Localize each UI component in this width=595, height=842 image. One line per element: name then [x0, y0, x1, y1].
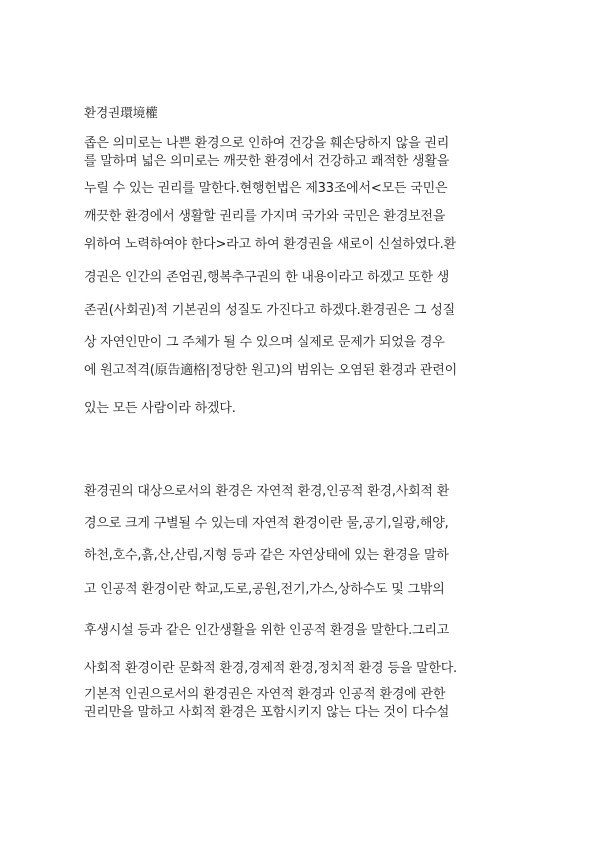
paragraph-2-line: 권리만을 말하고 사회적 환경은 포함시키지 않는 다는 것이 다수설: [84, 705, 450, 720]
paragraph-1-line: 누릴 수 있는 권리를 말한다.현행헌법은 제33조에서<모든 국민은: [84, 181, 448, 196]
paragraph-1-line: 깨끗한 환경에서 생활할 권리를 가지며 국가와 국민은 환경보전을: [84, 209, 446, 224]
paragraph-1-line: 있는 모든 사람이라 하겠다.: [84, 401, 236, 416]
paragraph-1-line: 에 원고적격(原告適格|정당한 원고)의 범위는 오염된 환경과 관련이: [84, 363, 457, 378]
paragraph-1-line: 존권(사회권)적 기본권의 성질도 가진다고 하겠다.환경권은 그 성질: [84, 303, 455, 318]
paragraph-2-line: 환경권의 대상으로서의 환경은 자연적 환경,인공적 환경,사회적 환: [84, 484, 450, 499]
paragraph-2-line: 경으로 크게 구별될 수 있는데 자연적 환경이란 물,공기,일광,해양,: [84, 516, 449, 531]
paragraph-1-line: 상 자연인만이 그 주체가 될 수 있으며 실제로 문제가 되었을 경우: [84, 335, 445, 350]
paragraph-2-line: 사회적 환경이란 문화적 환경,경제적 환경,정치적 환경 등을 말한다.: [84, 661, 457, 676]
paragraph-1-line: 경권은 인간의 존엄권,행복추구권의 한 내용이라고 하겠고 또한 생: [84, 270, 450, 285]
paragraph-1-line: 위하여 노력하여야 한다>라고 하여 환경권을 새로이 신설하였다.환: [84, 237, 456, 252]
paragraph-1-line: 좁은 의미로는 나쁜 환경으로 인하여 건강을 훼손당하지 않을 권리: [84, 136, 450, 151]
paragraph-1-line: 를 말하며 넓은 의미로는 깨끗한 환경에서 건강하고 쾌적한 생활을: [84, 154, 450, 169]
paragraph-2-line: 고 인공적 환경이란 학교,도로,공원,전기,가스,상하수도 및 그밖의: [84, 582, 445, 597]
paragraph-2-line: 후생시설 등과 같은 인간생활을 위한 인공적 환경을 말한다.그리고: [84, 623, 450, 638]
document-title: 환경권環境權: [84, 105, 158, 120]
paragraph-2-line: 하천,호수,흙,산,산림,지형 등과 같은 자연상태에 있는 환경을 말하: [84, 548, 449, 563]
paragraph-2-line: 기본적 인권으로서의 환경권은 자연적 환경과 인공적 환경에 관한: [84, 687, 446, 702]
